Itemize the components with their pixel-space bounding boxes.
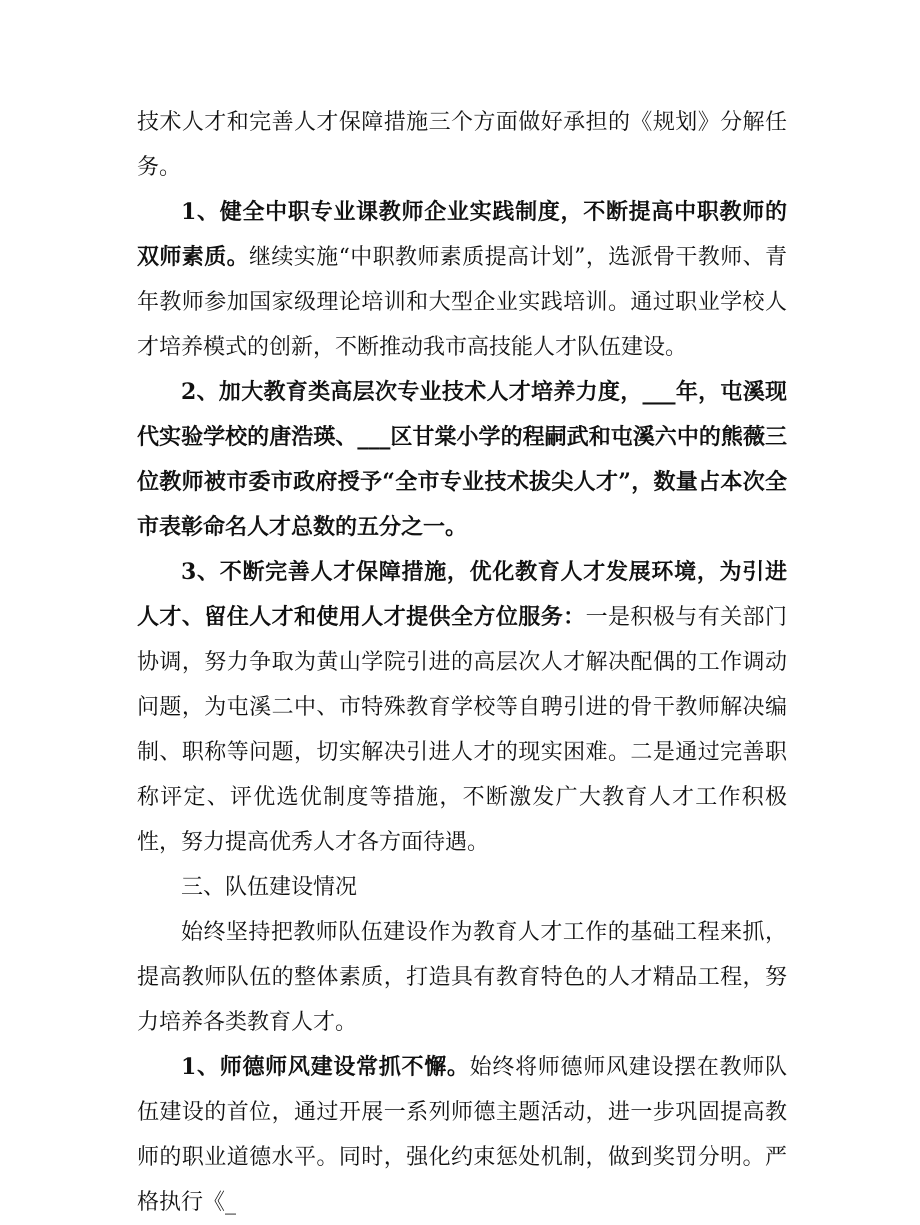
paragraph-item-4	[137, 1045, 787, 1225]
item-3-body: 一是积极与有关部门协调，努力争取为黄山学院引进的高层次人才解决配偶的工作调动问题，为屯溪二中、市特殊教育学校等自聘引进的骨干教师解决编制、职称等问题，切实解决引进人才的现实困难。二是通过完善职称评定、评优选优制度等措施，不断激发广大教育人才工作积极性，努力提高优秀人才各方面待遇。	[137, 605, 787, 855]
paragraph-item-2	[137, 370, 787, 550]
item-4-body: 始终将师德师风建设摆在教师队伍建设的首位，通过开展一系列师德主题活动，进一步巩固提高教师的职业道德水平。同时，强化约束惩处机制，做到奖罚分明。严格执行《_	[137, 1055, 787, 1215]
document-body	[137, 100, 787, 1225]
item-4-lead: 1、师德师风建设常抓不懈。	[181, 1054, 470, 1080]
paragraph-section-3-intro	[137, 910, 787, 1045]
paragraph-item-1	[137, 190, 787, 370]
paragraph-intro	[137, 100, 787, 190]
paragraph-item-3	[137, 550, 787, 865]
item-3-lead: 3、不断完善人才保障措施，优化教育人才发展环境，为引进人才、留住人才和使用人才提供全方位服务：	[137, 559, 787, 630]
section-3-heading: 三、队伍建设情况	[181, 875, 358, 900]
paragraph-intro-text: 技术人才和完善人才保障措施三个方面做好承担的《规划》分解任务。	[137, 110, 787, 180]
item-1-body: 继续实施“中职教师素质提高计划”，选派骨干教师、青年教师参加国家级理论培训和大型企业实践培训。通过职业学校人才培养模式的创新，不断推动我市高技能人才队伍建设。	[137, 245, 787, 360]
section-3-intro-text: 始终坚持把教师队伍建设作为教育人才工作的基础工程来抓，提高教师队伍的整体素质，打造具有教育特色的人才精品工程，努力培养各类教育人才。	[137, 920, 787, 1035]
item-2-lead: 2、加大教育类高层次专业技术人才培养力度，___年，屯溪现代实验学校的唐浩瑛、___区甘棠小学的程嗣武和屯溪六中的熊薇三位教师被市委市政府授予“全市专业技术拔尖人才”，数量占本次全市表彰命名人才总数的五分之一。	[137, 379, 787, 540]
item-1-lead: 1、健全中职专业课教师企业实践制度，不断提高中职教师的双师素质。	[137, 199, 787, 270]
